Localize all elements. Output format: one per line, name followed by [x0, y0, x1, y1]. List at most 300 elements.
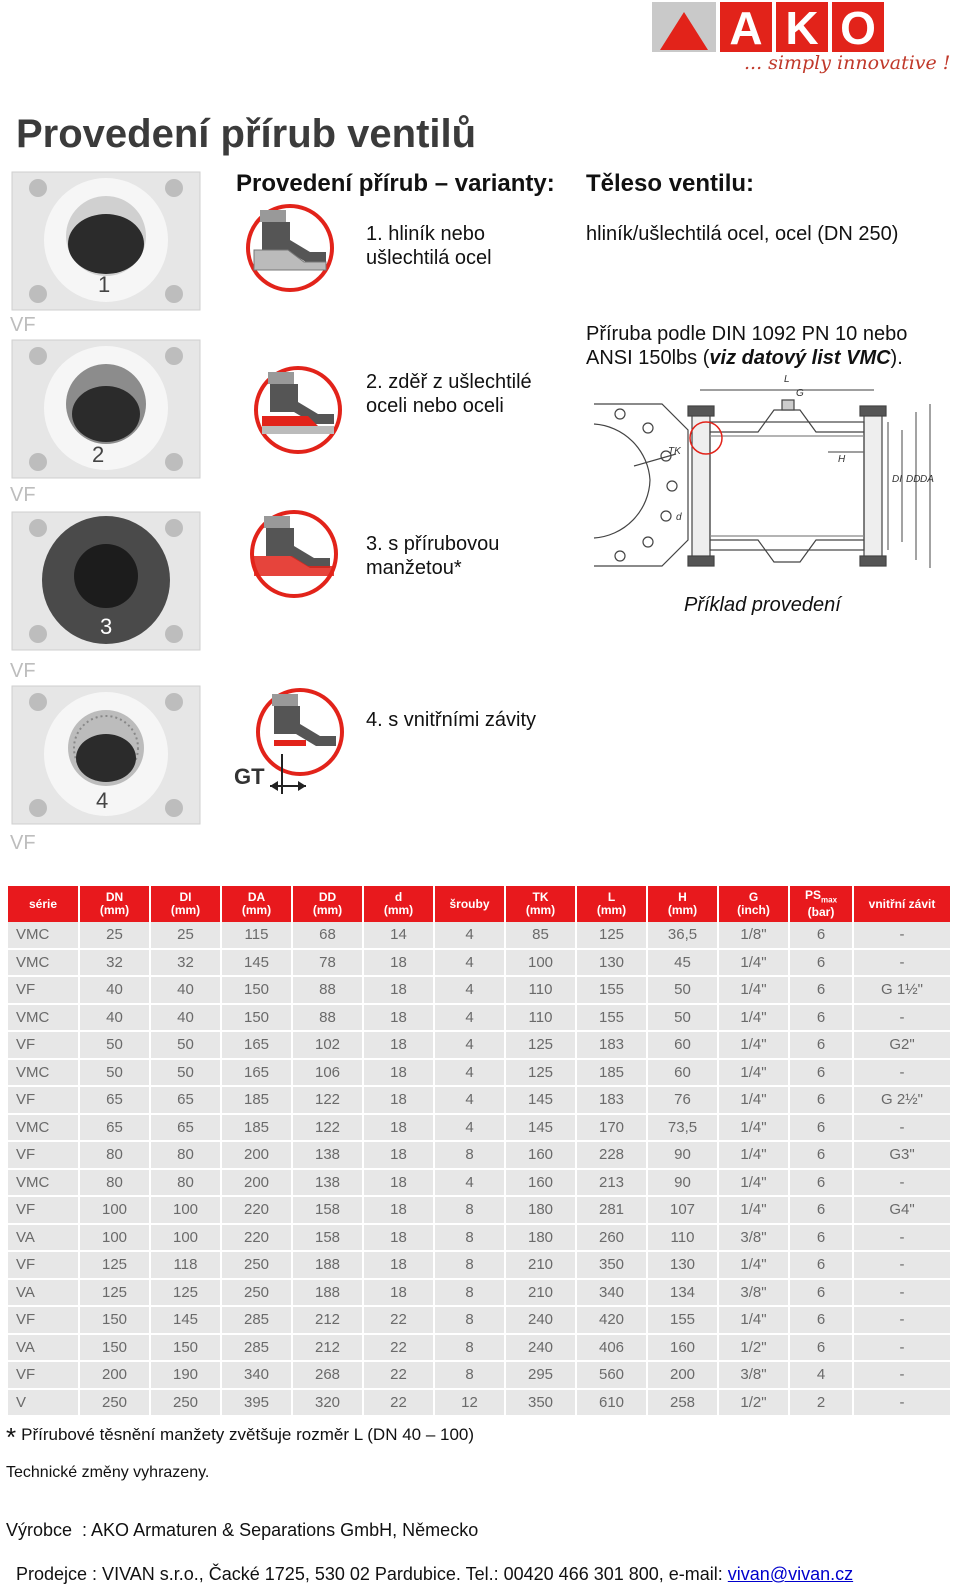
table-cell: 6	[790, 1280, 852, 1308]
series-label-3: VF	[10, 660, 36, 682]
column-header: $PS_{max}$ (bar)	[790, 886, 852, 922]
table-cell: 8	[435, 1197, 504, 1225]
body-heading: Těleso ventilu:	[586, 170, 755, 197]
page-title: Provedení přírub ventilů	[16, 112, 477, 156]
table-cell: 150	[80, 1335, 149, 1363]
table-cell: 8	[435, 1280, 504, 1308]
table-cell: 18	[364, 1142, 433, 1170]
table-cell: 158	[293, 1197, 362, 1225]
table-cell: 110	[506, 977, 575, 1005]
table-row	[8, 1005, 950, 1033]
table-cell: 40	[80, 977, 149, 1005]
table-cell: 18	[364, 1005, 433, 1033]
table-cell: 285	[222, 1335, 291, 1363]
gt-badge: GT	[234, 764, 265, 789]
dim-label-g: G	[796, 388, 804, 399]
column-header: DN (mm)	[80, 886, 149, 922]
table-cell: 185	[222, 1115, 291, 1143]
table-cell: 281	[577, 1197, 646, 1225]
flange-photo-1	[8, 170, 204, 320]
table-cell: 50	[648, 977, 717, 1005]
flange-photo-2	[8, 338, 204, 488]
table-cell: 4	[435, 1087, 504, 1115]
table-cell: 45	[648, 950, 717, 978]
table-cell: 14	[364, 922, 433, 950]
table-cell: VMC	[8, 950, 78, 978]
table-cell: -	[854, 1307, 950, 1335]
table-cell: 350	[577, 1252, 646, 1280]
table-cell: 1/4"	[719, 977, 788, 1005]
table-cell: 1/4"	[719, 1252, 788, 1280]
table-cell: 340	[577, 1280, 646, 1308]
table-cell: VF	[8, 1252, 78, 1280]
table-cell: 88	[293, 977, 362, 1005]
table-cell: 1/4"	[719, 1142, 788, 1170]
table-cell: 25	[80, 922, 149, 950]
column-header: H (mm)	[648, 886, 717, 922]
table-cell: 4	[435, 1005, 504, 1033]
table-cell: 180	[506, 1197, 575, 1225]
variant-3-text: 3. s přírubovou manžetou*	[366, 533, 500, 579]
table-cell: 80	[80, 1170, 149, 1198]
table-cell: 18	[364, 1115, 433, 1143]
table-cell: 150	[222, 977, 291, 1005]
table-cell: 210	[506, 1252, 575, 1280]
table-cell: 102	[293, 1032, 362, 1060]
table-cell: 6	[790, 1060, 852, 1088]
table-cell: -	[854, 1335, 950, 1363]
table-row	[8, 1362, 950, 1390]
table-cell: VF	[8, 1032, 78, 1060]
body-material: hliník/ušlechtilá ocel, ocel (DN 250)	[586, 223, 899, 245]
table-cell: 6	[790, 1032, 852, 1060]
table-cell: 220	[222, 1197, 291, 1225]
table-cell: 4	[435, 1170, 504, 1198]
footnote-text: Přírubové těsnění manžety zvětšuje rozměr L (DN 40 – 100)	[21, 1425, 475, 1444]
table-cell: 150	[222, 1005, 291, 1033]
table-cell: 145	[222, 950, 291, 978]
table-cell: 18	[364, 1252, 433, 1280]
table-cell: 134	[648, 1280, 717, 1308]
table-cell: 60	[648, 1060, 717, 1088]
table-cell: 60	[648, 1032, 717, 1060]
table-cell: 200	[80, 1362, 149, 1390]
table-row	[8, 1060, 950, 1088]
table-cell: G 2½"	[854, 1087, 950, 1115]
table-cell: 183	[577, 1032, 646, 1060]
table-cell: 125	[577, 922, 646, 950]
flange-number-3: 3	[100, 614, 113, 639]
flange-section-detail-4	[230, 684, 346, 800]
table-cell: 65	[151, 1115, 220, 1143]
table-cell: 100	[151, 1197, 220, 1225]
table-cell: 138	[293, 1142, 362, 1170]
series-label-4: VF	[10, 832, 36, 854]
table-cell: 145	[506, 1115, 575, 1143]
spec-table	[6, 886, 952, 1417]
table-cell: 100	[151, 1225, 220, 1253]
table-cell: 180	[506, 1225, 575, 1253]
table-cell: 4	[435, 1115, 504, 1143]
table-cell: -	[854, 1280, 950, 1308]
table-cell: 160	[506, 1142, 575, 1170]
table-cell: 100	[506, 950, 575, 978]
table-cell: G2"	[854, 1032, 950, 1060]
table-cell: 50	[648, 1005, 717, 1033]
dim-label-l: L	[784, 374, 790, 385]
distributor	[6, 1543, 853, 1585]
table-cell: 1/4"	[719, 1307, 788, 1335]
variant-4-text: 4. s vnitřními závity	[366, 709, 537, 731]
table-cell: 3/8"	[719, 1225, 788, 1253]
table-cell: 22	[364, 1390, 433, 1418]
table-cell: 250	[80, 1390, 149, 1418]
table-cell: 65	[80, 1087, 149, 1115]
table-cell: 100	[80, 1197, 149, 1225]
table-cell: 406	[577, 1335, 646, 1363]
table-cell: VMC	[8, 1170, 78, 1198]
table-cell: 200	[222, 1142, 291, 1170]
column-header: TK (mm)	[506, 886, 575, 922]
table-cell: 110	[506, 1005, 575, 1033]
table-cell: VF	[8, 1197, 78, 1225]
table-cell: 125	[151, 1280, 220, 1308]
table-cell: 6	[790, 1142, 852, 1170]
table-cell: VMC	[8, 1005, 78, 1033]
table-cell: 320	[293, 1390, 362, 1418]
flange-standard-note: Příruba podle DIN 1092 PN 10 nebo ANSI 150lbs (viz datový list VMC).	[586, 323, 908, 369]
series-label-1: VF	[10, 314, 36, 336]
table-cell: 240	[506, 1307, 575, 1335]
table-cell: 125	[506, 1032, 575, 1060]
table-cell: 165	[222, 1060, 291, 1088]
table-cell: 395	[222, 1390, 291, 1418]
table-cell: 190	[151, 1362, 220, 1390]
table-cell: 85	[506, 922, 575, 950]
table-cell: 560	[577, 1362, 646, 1390]
table-cell: 18	[364, 1225, 433, 1253]
table-cell: 125	[506, 1060, 575, 1088]
table-cell: 213	[577, 1170, 646, 1198]
table-cell: 130	[648, 1252, 717, 1280]
table-cell: 158	[293, 1225, 362, 1253]
table-cell: 228	[577, 1142, 646, 1170]
table-cell: 160	[648, 1335, 717, 1363]
drawing-caption: Příklad provedení	[684, 594, 841, 616]
email-link[interactable]: vivan@vivan.cz	[727, 1564, 854, 1584]
table-cell: 1/4"	[719, 1005, 788, 1033]
table-cell: 73,5	[648, 1115, 717, 1143]
table-cell: 295	[506, 1362, 575, 1390]
table-cell: 250	[151, 1390, 220, 1418]
table-row	[8, 1142, 950, 1170]
table-cell: -	[854, 1362, 950, 1390]
table-cell: 1/4"	[719, 1060, 788, 1088]
table-cell: 268	[293, 1362, 362, 1390]
table-cell: VF	[8, 1087, 78, 1115]
dim-label-da: DA	[920, 474, 934, 485]
table-cell: -	[854, 1060, 950, 1088]
flange-number-1: 1	[98, 272, 111, 297]
table-cell: 8	[435, 1335, 504, 1363]
table-cell: 78	[293, 950, 362, 978]
table-cell: 50	[80, 1060, 149, 1088]
table-cell: 6	[790, 977, 852, 1005]
table-cell: 1/4"	[719, 1170, 788, 1198]
table-cell: 80	[80, 1142, 149, 1170]
series-label-2: VF	[10, 484, 36, 506]
table-cell: 4	[435, 922, 504, 950]
table-cell: 150	[80, 1307, 149, 1335]
footnote-star: *	[6, 1422, 17, 1452]
table-cell: 36,5	[648, 922, 717, 950]
table-cell: 100	[80, 1225, 149, 1253]
table-cell: 18	[364, 977, 433, 1005]
table-cell: -	[854, 1170, 950, 1198]
table-cell: -	[854, 1115, 950, 1143]
column-header: šrouby	[435, 886, 504, 922]
column-header: série	[8, 886, 78, 922]
column-header: G (inch)	[719, 886, 788, 922]
table-cell: 110	[648, 1225, 717, 1253]
table-cell: 250	[222, 1252, 291, 1280]
table-cell: 12	[435, 1390, 504, 1418]
table-cell: 260	[577, 1225, 646, 1253]
table-cell: 4	[435, 1060, 504, 1088]
table-cell: 6	[790, 1335, 852, 1363]
table-cell: 138	[293, 1170, 362, 1198]
table-cell: 155	[577, 1005, 646, 1033]
table-cell: 185	[577, 1060, 646, 1088]
table-cell: 90	[648, 1142, 717, 1170]
table-cell: 18	[364, 1280, 433, 1308]
table-cell: G3"	[854, 1142, 950, 1170]
table-cell: 22	[364, 1362, 433, 1390]
table-cell: 8	[435, 1142, 504, 1170]
table-cell: VMC	[8, 1115, 78, 1143]
table-cell: VF	[8, 977, 78, 1005]
table-cell: 65	[80, 1115, 149, 1143]
variants-heading: Provedení přírub – varianty:	[236, 170, 555, 197]
table-cell: 6	[790, 950, 852, 978]
dim-label-d: d	[676, 512, 682, 523]
table-cell: 6	[790, 1252, 852, 1280]
table-row	[8, 1032, 950, 1060]
table-cell: 200	[648, 1362, 717, 1390]
table-cell: 6	[790, 1087, 852, 1115]
table-row	[8, 922, 950, 950]
table-cell: 50	[80, 1032, 149, 1060]
table-row	[8, 1390, 950, 1418]
dim-label-di: DI	[892, 474, 902, 485]
table-cell: 1/4"	[719, 1087, 788, 1115]
table-cell: 1/4"	[719, 1197, 788, 1225]
dim-label-tk: TK	[668, 446, 681, 457]
table-cell: 6	[790, 1005, 852, 1033]
table-cell: 155	[577, 977, 646, 1005]
table-cell: 155	[648, 1307, 717, 1335]
table-cell: 88	[293, 1005, 362, 1033]
table-cell: 188	[293, 1280, 362, 1308]
table-cell: 170	[577, 1115, 646, 1143]
table-cell: 6	[790, 1307, 852, 1335]
table-cell: 106	[293, 1060, 362, 1088]
table-cell: 18	[364, 950, 433, 978]
manufacturer: Výrobce : AKO Armaturen & Separations GmbH, Německo	[6, 1520, 479, 1540]
table-cell: 130	[577, 950, 646, 978]
table-cell: 107	[648, 1197, 717, 1225]
table-cell: 240	[506, 1335, 575, 1363]
table-cell: VF	[8, 1307, 78, 1335]
table-cell: 3/8"	[719, 1280, 788, 1308]
table-row	[8, 1225, 950, 1253]
table-cell: 80	[151, 1170, 220, 1198]
table-cell: 68	[293, 922, 362, 950]
table-cell: 258	[648, 1390, 717, 1418]
table-cell: 1/4"	[719, 1115, 788, 1143]
table-cell: V	[8, 1390, 78, 1418]
logo-letter-k: K	[776, 2, 828, 52]
logo-slogan: ... simply innovative !	[744, 52, 951, 74]
table-cell: 125	[80, 1252, 149, 1280]
table-cell: 250	[222, 1280, 291, 1308]
table-cell: 18	[364, 1060, 433, 1088]
column-header: DA (mm)	[222, 886, 291, 922]
logo-letter-o: O	[832, 2, 884, 52]
column-header: d (mm)	[364, 886, 433, 922]
table-cell: VF	[8, 1362, 78, 1390]
table-cell: 1/2"	[719, 1335, 788, 1363]
table-cell: 200	[222, 1170, 291, 1198]
table-cell: 40	[151, 977, 220, 1005]
table-cell: 1/8"	[719, 922, 788, 950]
table-cell: 212	[293, 1307, 362, 1335]
table-cell: -	[854, 1225, 950, 1253]
ako-logo	[652, 0, 952, 82]
table-cell: 6	[790, 1197, 852, 1225]
table-cell: 6	[790, 1115, 852, 1143]
table-cell: 4	[435, 1032, 504, 1060]
column-header: L (mm)	[577, 886, 646, 922]
table-cell: 210	[506, 1280, 575, 1308]
table-cell: VA	[8, 1335, 78, 1363]
table-cell: 65	[151, 1087, 220, 1115]
table-cell: 160	[506, 1170, 575, 1198]
flange-photo-4	[8, 684, 204, 834]
table-row	[8, 950, 950, 978]
dim-label-dd: DD	[906, 474, 921, 485]
footnote	[6, 1422, 474, 1453]
table-cell: 50	[151, 1060, 220, 1088]
table-cell: 18	[364, 1032, 433, 1060]
table-body	[8, 922, 950, 1417]
variant-2-text: 2. zděř z ušlechtilé oceli nebo oceli	[366, 371, 532, 417]
table-cell: 22	[364, 1307, 433, 1335]
table-row	[8, 1170, 950, 1198]
table-cell: 32	[80, 950, 149, 978]
table-cell: -	[854, 1252, 950, 1280]
table-cell: 220	[222, 1225, 291, 1253]
table-row	[8, 977, 950, 1005]
flange-number-4: 4	[96, 788, 109, 813]
logo-letter-a: A	[720, 2, 772, 52]
table-cell: 183	[577, 1087, 646, 1115]
table-cell: 8	[435, 1362, 504, 1390]
table-cell: 4	[435, 950, 504, 978]
dim-label-h: H	[838, 454, 846, 465]
column-header: DD (mm)	[293, 886, 362, 922]
table-cell: 8	[435, 1307, 504, 1335]
flange-photo-3	[8, 510, 204, 660]
table-row	[8, 1307, 950, 1335]
table-cell: 350	[506, 1390, 575, 1418]
flange-number-2: 2	[92, 442, 105, 467]
table-cell: 125	[80, 1280, 149, 1308]
table-cell: 610	[577, 1390, 646, 1418]
flange-section-detail-2	[248, 362, 348, 462]
logo-triangle-mark	[652, 2, 716, 52]
table-row	[8, 1252, 950, 1280]
table-header-row	[8, 886, 950, 922]
table-cell: 1/2"	[719, 1390, 788, 1418]
table-cell: 122	[293, 1115, 362, 1143]
variant-1-text: 1. hliník nebo ušlechtilá ocel	[366, 223, 492, 269]
table-cell: 18	[364, 1197, 433, 1225]
column-header: vnitřní závit	[854, 886, 950, 922]
table-cell: 115	[222, 922, 291, 950]
table-row	[8, 1087, 950, 1115]
table-cell: 1/4"	[719, 950, 788, 978]
table-cell: 22	[364, 1335, 433, 1363]
table-cell: 2	[790, 1390, 852, 1418]
table-cell: 188	[293, 1252, 362, 1280]
table-cell: 32	[151, 950, 220, 978]
table-cell: -	[854, 1005, 950, 1033]
table-cell: 145	[151, 1307, 220, 1335]
table-cell: 6	[790, 922, 852, 950]
table-cell: 90	[648, 1170, 717, 1198]
table-cell: 4	[790, 1362, 852, 1390]
table-cell: 145	[506, 1087, 575, 1115]
flange-section-detail-1	[240, 200, 340, 300]
table-cell: G 1½"	[854, 977, 950, 1005]
table-cell: 212	[293, 1335, 362, 1363]
table-cell: -	[854, 1390, 950, 1418]
table-cell: 1/4"	[719, 1032, 788, 1060]
table-row	[8, 1197, 950, 1225]
table-cell: 285	[222, 1307, 291, 1335]
table-cell: 8	[435, 1252, 504, 1280]
table-cell: 118	[151, 1252, 220, 1280]
table-cell: VMC	[8, 922, 78, 950]
table-cell: -	[854, 922, 950, 950]
table-cell: 40	[80, 1005, 149, 1033]
table-cell: 165	[222, 1032, 291, 1060]
table-cell: 76	[648, 1087, 717, 1115]
table-cell: 50	[151, 1032, 220, 1060]
table-cell: 6	[790, 1225, 852, 1253]
table-cell: 3/8"	[719, 1362, 788, 1390]
table-cell: 4	[435, 977, 504, 1005]
table-cell: -	[854, 950, 950, 978]
table-cell: VA	[8, 1280, 78, 1308]
table-cell: 420	[577, 1307, 646, 1335]
table-cell: 25	[151, 922, 220, 950]
changes-note: Technické změny vyhrazeny.	[6, 1464, 210, 1481]
table-cell: 18	[364, 1170, 433, 1198]
distributor-text: Prodejce : VIVAN s.r.o., Čacké 1725, 530 02 Pardubice. Tel.: 00420 466 301 800, e-mail:	[16, 1564, 728, 1584]
flange-section-detail-3	[244, 506, 344, 606]
